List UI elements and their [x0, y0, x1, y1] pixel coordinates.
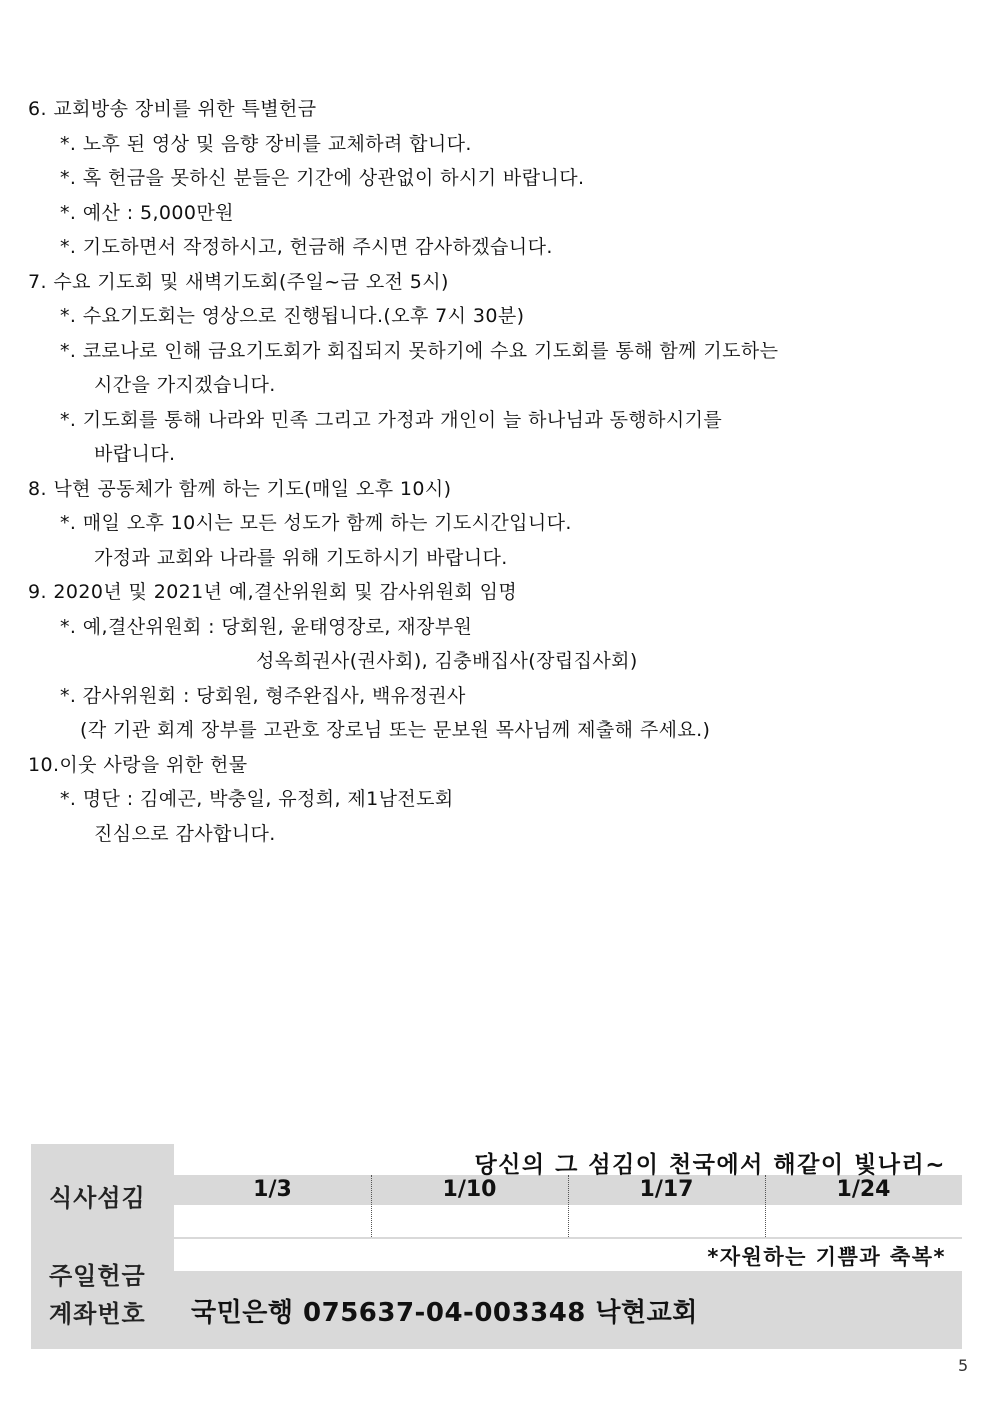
date-header-4: 1/24	[836, 1177, 891, 1202]
sunday-offering-label: 주일헌금	[49, 1262, 146, 1290]
notice-line: 바랍니다.	[94, 443, 176, 465]
notice-heading: 6. 교회방송 장비를 위한 특별헌금	[28, 98, 317, 120]
account-number-label: 계좌번호	[49, 1300, 146, 1328]
meal-cell-2	[371, 1205, 568, 1235]
page-number: 5	[958, 1356, 969, 1375]
meal-cell-4	[765, 1205, 962, 1235]
notice-heading: 8. 낙현 공동체가 함께 하는 기도(매일 오후 10시)	[28, 477, 452, 500]
meal-cell-3	[568, 1205, 765, 1235]
notice-line: *. 코로나로 인해 금요기도회가 회집되지 못하기에 수요 기도회를 통해 함께 기도하는	[60, 339, 779, 362]
date-header-3: 1/17	[639, 1177, 694, 1202]
notice-heading: 7. 수요 기도회 및 새벽기도회(주일~금 오전 5시)	[28, 270, 449, 293]
notice-line: 가정과 교회와 나라를 위해 기도하시기 바랍니다.	[94, 546, 508, 569]
date-header-1: 1/3	[253, 1177, 292, 1202]
notice-heading: 9. 2020년 및 2021년 예,결산위원회 및 감사위원회 임명	[28, 581, 518, 603]
notice-line: (각 기관 회계 장부를 고관호 장로님 또는 문보원 목사님께 제출해 주세요.)	[80, 719, 711, 741]
notice-heading: 10.이웃 사랑을 위한 헌물	[28, 753, 248, 776]
joy-blessing-text: *자원하는 기쁨과 축복*	[707, 1245, 946, 1269]
notice-line: *. 예산 : 5,000만원	[60, 201, 234, 224]
notice-line: 시간을 가지겠습니다.	[94, 374, 276, 396]
notice-line: 진심으로 감사합니다.	[94, 822, 276, 845]
notice-line: *. 기도회를 통해 나라와 민족 그리고 가정과 개인이 늘 하나님과 동행하시기를	[60, 408, 723, 431]
slogan-text: 당신의 그 섬김이 천국에서 해같이 빛나리~	[474, 1152, 946, 1178]
meal-service-label: 식사섬김	[49, 1184, 146, 1212]
bank-account-number: 국민은행 075637-04-003348 낙현교회	[191, 1298, 698, 1328]
notice-line: *. 매일 오후 10시는 모든 성도가 함께 하는 기도시간입니다.	[60, 512, 572, 534]
meal-cell-1	[174, 1205, 371, 1235]
notice-line: *. 혹 헌금을 못하신 분들은 기간에 상관없이 하시기 바랍니다.	[60, 167, 585, 189]
notice-line: *. 예,결산위원회 : 당회원, 윤태영장로, 재장부원	[60, 615, 473, 638]
notice-line: *. 노후 된 영상 및 음향 장비를 교체하려 합니다.	[60, 132, 472, 155]
service-info-box	[31, 1144, 962, 1349]
notice-line: *. 기도하면서 작정하시고, 헌금해 주시면 감사하겠습니다.	[60, 236, 553, 258]
notice-line: *. 수요기도회는 영상으로 진행됩니다.(오후 7시 30분)	[60, 305, 525, 327]
notice-line: *. 감사위원회 : 당회원, 형주완집사, 백유정권사	[60, 684, 466, 707]
notice-list	[28, 92, 958, 851]
notice-line: *. 명단 : 김예곤, 박충일, 유정희, 제1남전도회	[60, 788, 454, 810]
notice-line: 성옥희권사(권사회), 김충배집사(장립집사회)	[256, 650, 638, 672]
date-header-2: 1/10	[442, 1177, 497, 1202]
